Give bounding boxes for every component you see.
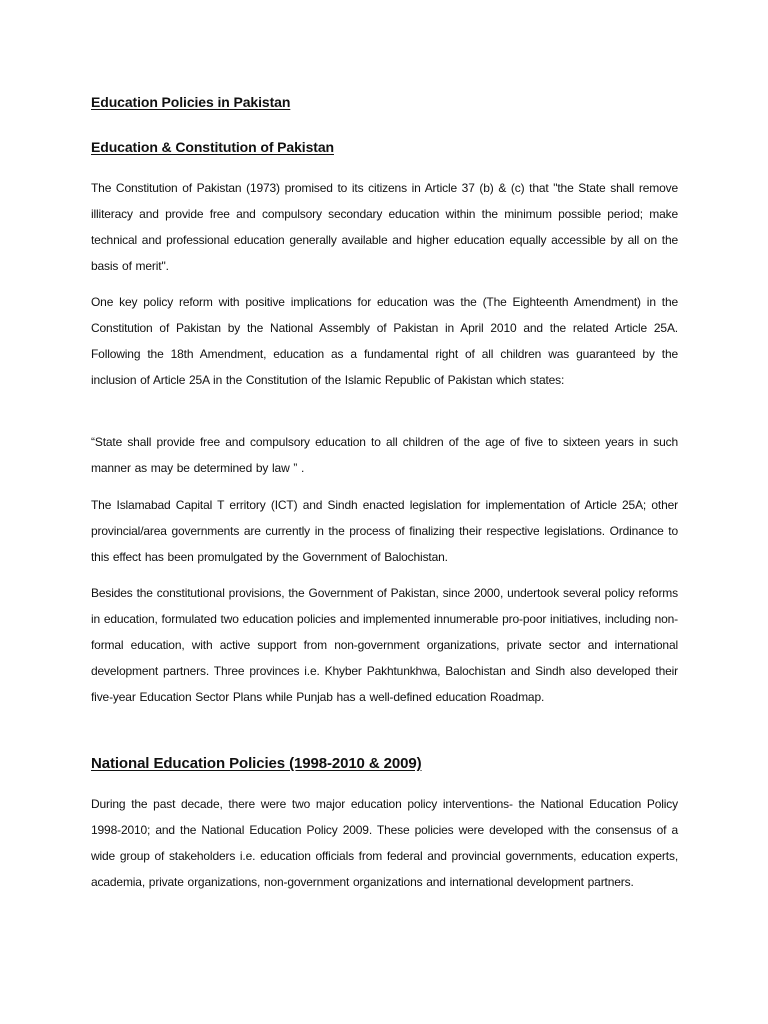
document-title: Education Policies in Pakistan [91, 94, 291, 110]
paragraph-ict-sindh-legislation: The Islamabad Capital T erritory (ICT) and Sindh enacted legislation for implementation of Article 25A; other provincial/area governments are currently in the process of finalizing their respective legislations. Ordinance to this effect has been promulgated by the Government of Balochistan. [91, 498, 678, 564]
paragraph-policy-reforms: Besides the constitutional provisions, the Government of Pakistan, since 2000, undertook several policy reforms in education, formulated two education policies and implemented innumerable pro-poor initiatives, including non-formal education, with active support from non-government organizations, private sector and international development partners. Three provinces i.e. Khyber Pakhtunkhwa, Balochistan and Sindh also developed their five-year Education Sector Plans while Punjab has a well-defined education Roadmap. [91, 586, 678, 704]
section-heading-constitution: Education & Constitution of Pakistan [91, 139, 334, 155]
paragraph-eighteenth-amendment: One key policy reform with positive implications for education was the (The Eighteenth Amendment) in the Constitution of Pakistan by the National Assembly of Pakistan in April 2010 and the related Article 25A. Following the 18th Amendment, education as a fundamental right of all children was guaranteed by the inclusion of Article 25A in the Constitution of the Islamic Republic of Pakistan which states: [91, 295, 678, 387]
section-heading-national-policies: National Education Policies (1998-2010 & 2009) [91, 755, 422, 772]
paragraph-article-25a-quote: “State shall provide free and compulsory education to all children of the age of five to sixteen years in such manner as may be determined by law ” . [91, 435, 678, 475]
paragraph-policy-interventions: During the past decade, there were two major education policy interventions- the National Education Policy 1998-2010; and the National Education Policy 2009. These policies were developed with the consensus of a wide group of stakeholders i.e. education officials from federal and provincial governments, education experts, academia, private organizations, non-government organizations and international development partners. [91, 797, 678, 889]
paragraph-constitution-1973: The Constitution of Pakistan (1973) promised to its citizens in Article 37 (b) & (c) that "the State shall remove illiteracy and provide free and compulsory secondary education within the minimum possible period; make technical and professional education generally available and higher education equally accessible by all on the basis of merit". [91, 181, 678, 273]
